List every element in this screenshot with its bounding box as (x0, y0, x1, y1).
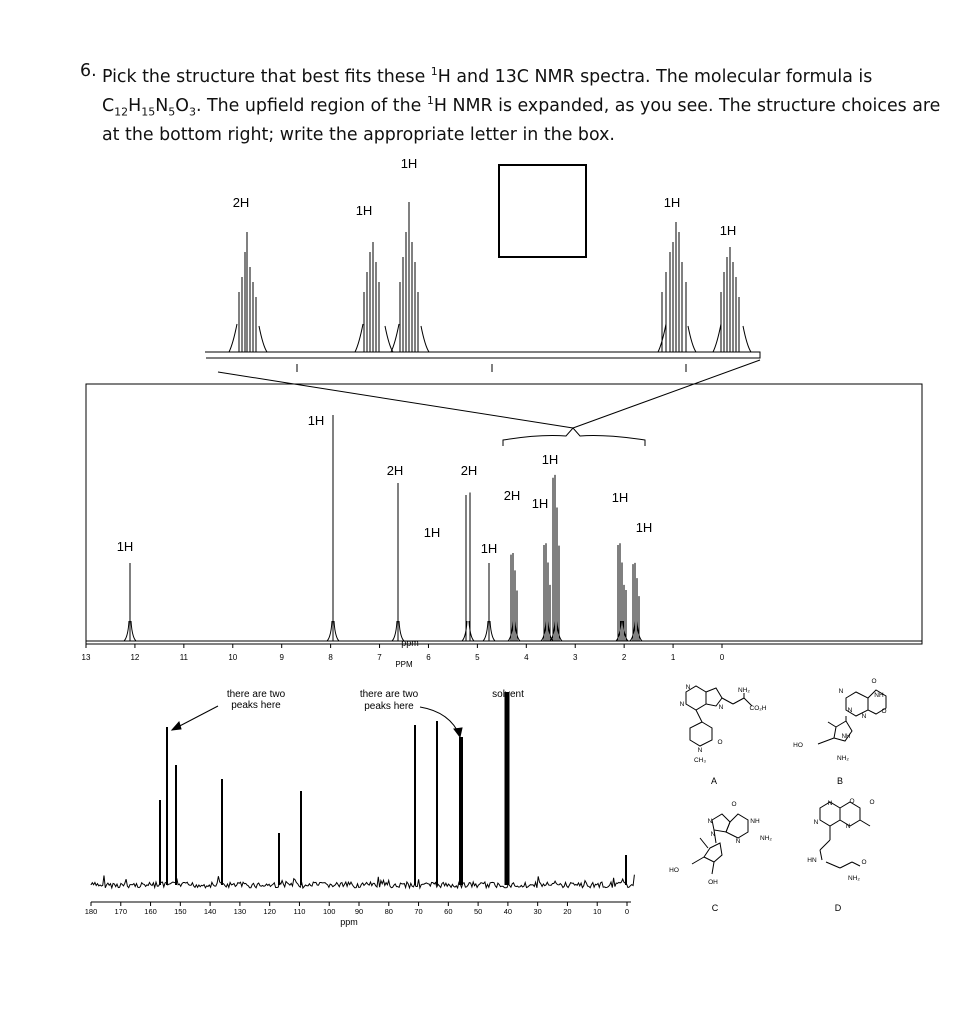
main-axis-label-top: ppm (401, 638, 419, 648)
inset-peak-shoulder (355, 324, 393, 352)
c13-noise-baseline (91, 875, 634, 888)
structure-a-co2h: CO₂H (749, 705, 767, 712)
inset-frame (205, 352, 760, 358)
bond (712, 862, 714, 874)
structure-a-n1: N (685, 684, 691, 691)
main-axis-tick-label: 13 (81, 653, 91, 662)
formula-n-count: 5 (168, 105, 176, 119)
structure-d-chain2 (826, 862, 840, 868)
c13-axis-tick-label: 160 (144, 907, 157, 916)
superscript-1: 1 (430, 65, 438, 78)
main-axis-tick-label: 6 (426, 653, 431, 662)
structure-d-letter: D (834, 903, 842, 913)
structure-c-o: O (731, 801, 737, 808)
c13-arrowhead-mid (454, 728, 462, 737)
main-peak-shape (630, 621, 642, 641)
inset-peak-shoulder (658, 324, 696, 352)
main-axis-tick-label: 11 (179, 653, 189, 662)
main-peak-shape (462, 621, 474, 641)
question-line1-a: Pick the structure that best fits these (102, 66, 431, 87)
main-axis-tick-label: 4 (524, 653, 529, 662)
structure-c-oh: OH (708, 879, 718, 886)
c13-axis-tick-label: 0 (624, 907, 630, 916)
main-integration-label: 1H (541, 452, 559, 467)
structure-a-bond (696, 710, 702, 722)
c13-annotation-mid-line2: peaks here (364, 701, 414, 712)
main-integration-label: 1H (480, 541, 498, 556)
formula-h: H (128, 96, 142, 117)
main-integration-label: 1H (423, 525, 441, 540)
formula-n: N (155, 96, 169, 117)
main-integration-label: 1H (116, 539, 134, 554)
structure-c-n2: N (710, 831, 716, 838)
structure-a-letter: A (710, 776, 718, 786)
main-integration-label: 2H (386, 463, 404, 478)
expansion-bracket (503, 428, 645, 446)
structure-a-n3: N (718, 704, 724, 711)
main-axis-tick-label: 12 (130, 653, 140, 662)
c13-axis-tick-label: 50 (473, 907, 483, 916)
structure-b-ho: HO (793, 742, 803, 749)
h1-main-spectrum (82, 384, 922, 669)
question-line1-b: H and 13C NMR spectra. The molecular formula is (437, 66, 873, 87)
main-axis-tick-label: 10 (228, 653, 238, 662)
structure-b-nh: NH (874, 692, 884, 699)
main-peak-shape (550, 621, 562, 641)
main-axis-tick-label: 2 (621, 653, 627, 662)
c13-axis-tick-label: 70 (414, 907, 423, 916)
c13-axis-tick-label: 30 (533, 907, 542, 916)
structure-choices (669, 678, 886, 913)
c13-axis-tick-label: 90 (354, 907, 364, 916)
c13-axis-tick-label: 60 (444, 907, 453, 916)
bond (820, 850, 822, 860)
c13-annotation-solvent: solvent (492, 689, 524, 700)
structure-c-pyrimidine (726, 814, 748, 838)
structure-c-n1: N (707, 818, 713, 825)
structure-d-n2: N (813, 819, 819, 826)
inset-integration-label: 1H (400, 156, 418, 171)
bond (692, 857, 704, 864)
main-axis-tick-label: 7 (377, 653, 382, 662)
structure-d-n3: N (845, 823, 851, 830)
structure-d-methyl (860, 820, 870, 826)
c13-axis-tick-label: 100 (322, 907, 336, 916)
question-line2-c: H NMR is expanded, as you see. The structure choices are (433, 96, 941, 117)
structure-c-ho: HO (669, 867, 679, 874)
structure-c-exocyclic (700, 838, 708, 848)
structure-b-letter: B (836, 776, 844, 786)
main-integration-label: 2H (503, 488, 521, 503)
inset-peak-shoulder (713, 324, 751, 352)
structure-a-nh2: NH₂ (738, 687, 750, 694)
formula-o: O (175, 96, 189, 117)
main-integration-label: 2H (460, 463, 478, 478)
structure-b-n2: N (847, 707, 853, 714)
c13-axis-label: ppm (340, 917, 358, 927)
formula-c-count: 12 (114, 105, 129, 119)
c13-axis-tick-label: 130 (233, 907, 247, 916)
structure-a-o: O (717, 739, 723, 746)
superscript-1b: 1 (426, 94, 434, 108)
structure-d-o2: O (869, 799, 875, 806)
structure-d-o1: O (849, 798, 855, 805)
inset-peak-shoulder (229, 324, 267, 352)
structure-a-n2: N (679, 701, 685, 708)
bond (828, 722, 836, 727)
structure-c-n3: N (735, 838, 741, 845)
c13-arrow-mid (420, 707, 460, 736)
h1-expanded-inset (205, 156, 760, 428)
structure-b-n1: N (838, 688, 844, 695)
structure-b-nh2b: NH₂ (837, 755, 849, 762)
c13-arrowhead-left (172, 722, 181, 730)
c13-axis-tick-label: 80 (384, 907, 393, 916)
structure-a-n4: N (697, 747, 703, 754)
structure-a-bond (722, 698, 733, 704)
inset-integration-label: 1H (719, 223, 737, 238)
main-integration-label: 1H (635, 520, 653, 535)
formula-o-count: 3 (188, 105, 196, 119)
main-axis-tick-label: 1 (670, 653, 676, 662)
main-integration-label: 1H (531, 496, 549, 511)
c13-axis-tick-label: 120 (263, 907, 276, 916)
bond (818, 738, 834, 744)
question-line-3: at the bottom right; write the appropriate letter in the box. (102, 125, 615, 146)
main-peak-shape (508, 621, 520, 641)
c13-axis-tick-label: 40 (503, 907, 513, 916)
c13-axis-tick-label: 10 (593, 907, 602, 916)
question-line2-b: . The upfield region of the (195, 96, 427, 117)
bond (852, 862, 860, 866)
c13-axis-tick-label: 170 (114, 907, 128, 916)
inset-integration-label: 2H (232, 195, 250, 210)
formula-h-count: 15 (141, 105, 156, 119)
main-axis-tick-label: 3 (573, 653, 578, 662)
zoom-connector-left (218, 372, 573, 428)
structure-a-ch3: CH₃ (693, 757, 707, 764)
main-axis-tick-label: 8 (328, 653, 333, 662)
structure-d-o3: O (861, 859, 867, 866)
structure-b-n3: N (861, 713, 867, 720)
c13-axis-tick-label: 140 (203, 907, 217, 916)
main-spectrum-frame (86, 384, 922, 644)
main-axis-tick-label: 5 (475, 653, 480, 662)
main-axis-tick-label: 9 (279, 653, 284, 662)
zoom-connector-right (573, 360, 760, 428)
structure-d-n1: N (827, 800, 833, 807)
structure-b-o2: O (881, 708, 887, 715)
structure-c-letter: C (711, 903, 719, 913)
structure-b-o: O (871, 678, 877, 685)
c13-spectrum (85, 689, 635, 927)
structure-a-piperidinone (690, 722, 712, 746)
inset-integration-label: 1H (663, 195, 681, 210)
c13-axis-tick-label: 150 (174, 907, 187, 916)
main-integration-label: 1H (611, 490, 629, 505)
main-integration-label: 1H (307, 413, 325, 428)
bond (840, 862, 852, 868)
structure-c-nh2: NH₂ (760, 835, 772, 842)
c13-annotation-left-line1: there are two (226, 689, 286, 700)
c13-axis-tick-label: 110 (293, 907, 306, 916)
main-axis-tick-label: 0 (719, 653, 725, 662)
question-number: 6. (80, 61, 97, 81)
structure-d-nh2: NH₂ (848, 875, 860, 882)
main-peak-shape (541, 621, 553, 641)
inset-integration-label: 1H (355, 203, 373, 218)
inset-peak-shoulder (391, 324, 429, 352)
main-axis-label: PPM (395, 660, 413, 669)
structure-c-nh: NH (750, 818, 760, 825)
bond (733, 698, 744, 704)
c13-axis-tick-label: 20 (563, 907, 572, 916)
bond (820, 840, 830, 850)
structure-b-nh2: NH (841, 734, 851, 740)
formula-c: C (102, 96, 115, 117)
c13-annotation-left-line2: peaks here (231, 700, 281, 711)
c13-annotation-mid-line1: there are two (359, 689, 419, 700)
c13-axis-tick-label: 180 (84, 907, 98, 916)
structure-d-hn: HN (807, 857, 817, 864)
